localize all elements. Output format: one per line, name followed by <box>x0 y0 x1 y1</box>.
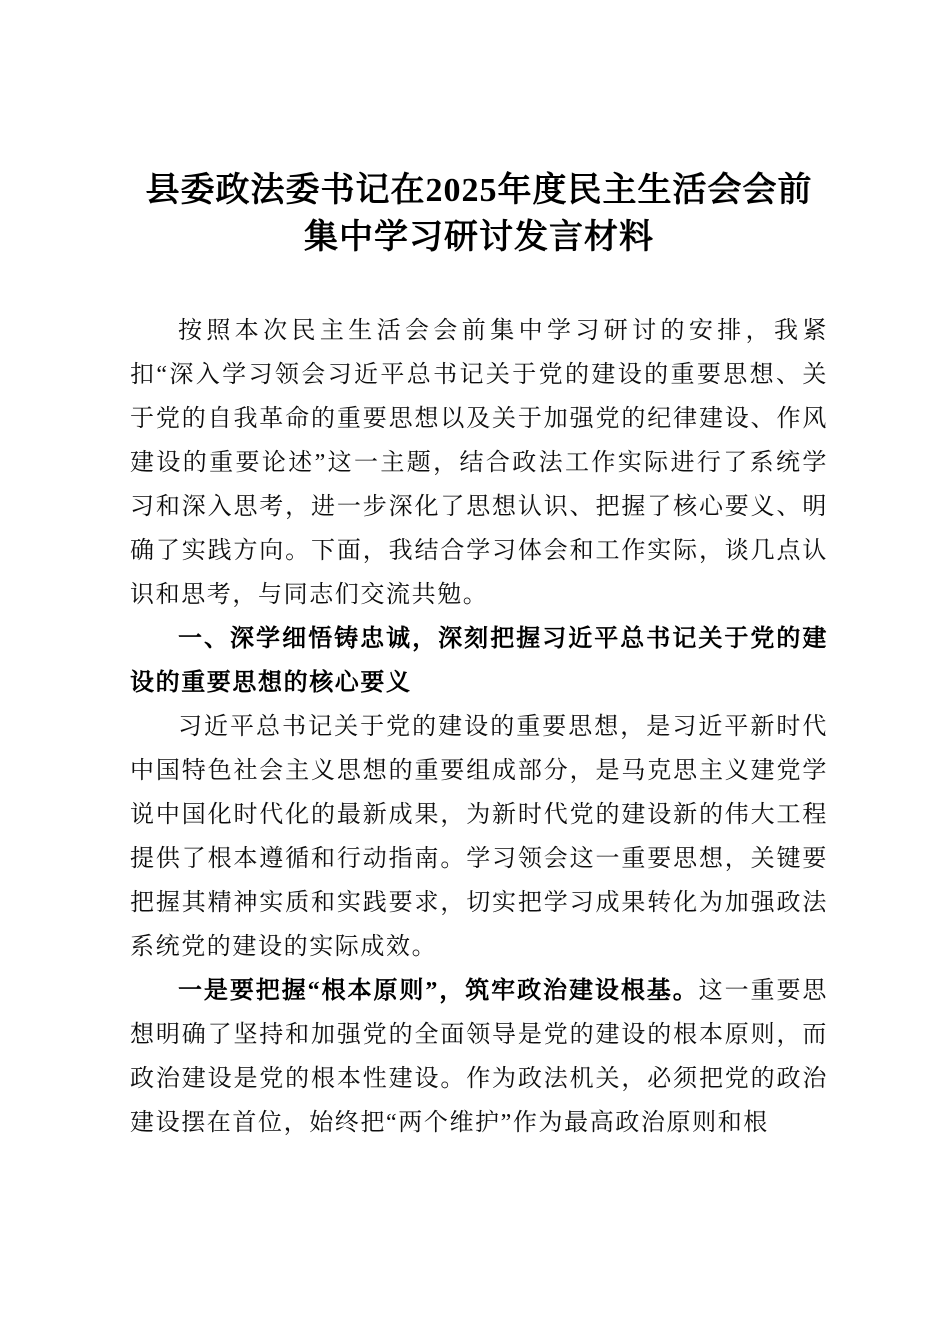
document-title <box>130 167 828 261</box>
document-body <box>130 309 828 1145</box>
title-line-1: 县委政法委书记在2025年度民主生活会会前 <box>145 172 813 209</box>
point-1-lead-sentence: 一是要把握“根本原则”，筑牢政治建设根基。 <box>178 978 699 1004</box>
paragraph-point-1 <box>130 969 828 1145</box>
section-heading-1: 一、深学细悟铸忠诚，深刻把握习近平总书记关于党的建设的重要思想的核心要义 <box>130 625 828 696</box>
paragraph-section-body: 习近平总书记关于党的建设的重要思想，是习近平新时代中国特色社会主义思想的重要组成部分，是马克思主义建党学说中国化时代化的最新成果，为新时代党的建设新的伟大工程提供了根本遵循和行动指南。学习领会这一重要思想，关键要把握其精神实质和实践要求，切实把学习成果转化为加强政法系统党的建设的实际成效。 <box>130 714 828 960</box>
title-line-2: 集中学习研讨发言材料 <box>304 219 654 256</box>
point-1-body-text: 这一重要思想明确了坚持和加强党的全面领导是党的建设的根本原则，而政治建设是党的根本性建设。作为政法机关，必须把党的政治建设摆在首位，始终把“两个维护”作为最高政治原则和根 <box>130 978 828 1136</box>
paragraph-intro: 按照本次民主生活会会前集中学习研讨的安排，我紧扣“深入学习领会习近平总书记关于党的建设的重要思想、关于党的自我革命的重要思想以及关于加强党的纪律建设、作风建设的重要论述”这一主题，结合政法工作实际进行了系统学习和深入思考，进一步深化了思想认识、把握了核心要义、明确了实践方向。下面，我结合学习体会和工作实际，谈几点认识和思考，与同志们交流共勉。 <box>130 318 828 608</box>
